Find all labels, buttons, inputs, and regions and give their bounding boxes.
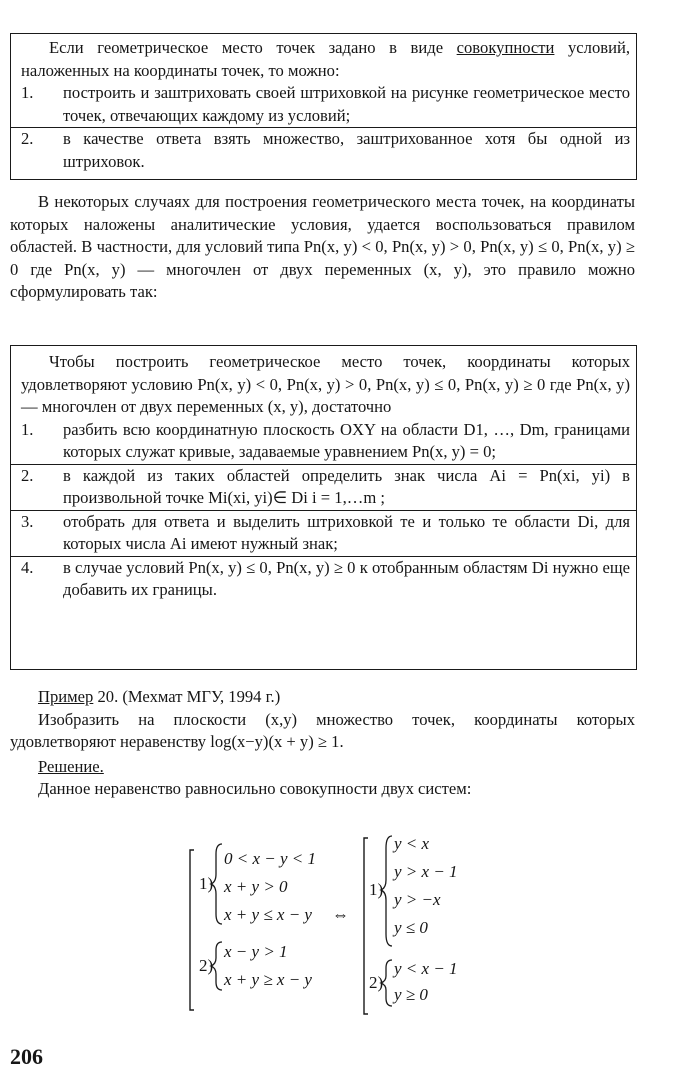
inequality: y > x − 1 (394, 862, 458, 881)
left-system1-label: 1) (199, 874, 214, 893)
list-number: 1. (21, 419, 34, 439)
list-item-text: в случае условий Pn(x, y) ≤ 0, Pn(x, y) ≥ 0 к отобранным областям Di нужно еще добавить их границы. (63, 557, 630, 599)
right-system1-label: 1) (369, 880, 384, 899)
list-item-text: отобрать для ответа и выделить штриховкой те и только те области Di, для которых числа Ai имеют нужный знак; (63, 511, 630, 553)
list-item-text: в каждой из таких областей определить знак числа Ai = Pn(xi, yi) в произвольной точке Mi(xi, yi)∈ Di i = 1,…m ; (63, 465, 630, 507)
example-task: Изобразить на плоскости (x,y) множество точек, координаты которых удовлетворяют неравенству log(x−y)(x + y) ≥ 1. (10, 709, 635, 751)
list-item (11, 464, 636, 510)
inequality: x + y ≤ x − y (224, 905, 312, 924)
example-title: Пример 20. (Мехмат МГУ, 1994 г.) (38, 687, 281, 706)
inequality: x + y ≥ x − y (224, 970, 312, 989)
inequality: y > −x (394, 890, 441, 909)
inequality: x + y > 0 (224, 877, 288, 896)
list-number: 1. (21, 83, 34, 102)
inequality: 0 < x − y < 1 (224, 849, 317, 868)
right-system2-label: 2) (369, 973, 384, 992)
definition-box-union (10, 33, 637, 180)
inequality: y ≤ 0 (394, 918, 428, 937)
underlined-term: совокупности (456, 38, 555, 57)
inequality: y < x (394, 834, 430, 853)
list-item (11, 127, 636, 173)
inequality: y < x − 1 (394, 959, 458, 978)
right-square-bracket (364, 838, 368, 1014)
box1-intro: Если геометрическое место точек задано в виде совокупности условий, наложенных на координаты точек, то можно: (21, 38, 630, 80)
example-block (10, 686, 635, 801)
example-label: Пример (38, 687, 94, 706)
list-number: 4. (21, 557, 34, 577)
solution-label: Решение. (38, 756, 104, 776)
list-item (11, 82, 636, 127)
solution-text: Данное неравенство равносильно совокупности двух систем: (38, 779, 472, 798)
list-number: 2. (21, 129, 34, 148)
inequality: y ≥ 0 (394, 985, 428, 1004)
inequality-systems (186, 828, 486, 1018)
list-item (11, 510, 636, 556)
page-number: 206 (10, 1044, 43, 1069)
box2-intro: Чтобы построить геометрическое место точек, координаты которых удовлетворяют условию Pn(x, y) < 0, Pn(x, y) > 0, Pn(x, y) ≤ 0, Pn(x, y) ≥ 0 где Pn(x, y) — многочлен от двух переменных (x, y), достаточно (21, 352, 630, 416)
list-item-text: в качестве ответа взять множество, заштрихованное хотя бы одной из штриховок. (63, 129, 630, 171)
list-number: 3. (21, 511, 34, 531)
equivalence-symbol: ⇔ (332, 905, 349, 924)
left-system2-label: 2) (199, 956, 214, 975)
list-item (11, 556, 636, 602)
list-number: 2. (21, 465, 34, 485)
list-item (11, 419, 636, 464)
left-square-bracket (190, 850, 194, 1010)
list-item-text: разбить всю координатную плоскость OXY на области D1, …, Dm, границами которых служат кривые, задаваемые уравнением Pn(x, y) = 0; (63, 419, 630, 461)
body-paragraph: В некоторых случаях для построения геометрического места точек, на координаты которых наложены аналитические условия, удается воспользоваться правилом областей. В частности, для условий типа Pn(x, y) < 0, Pn(x, y) > 0, Pn(x, y) ≤ 0, Pn(x, y) ≥ 0 где Pn(x, y) — многочлен от двух переменных (x, y), это правило можно сформулировать так: (10, 192, 635, 301)
list-item-text: построить и заштриховать своей штриховкой на рисунке геометрическое место точек, отвечающих каждому из условий; (63, 83, 630, 125)
inequality: x − y > 1 (224, 942, 288, 961)
rule-of-regions-box (10, 345, 637, 670)
